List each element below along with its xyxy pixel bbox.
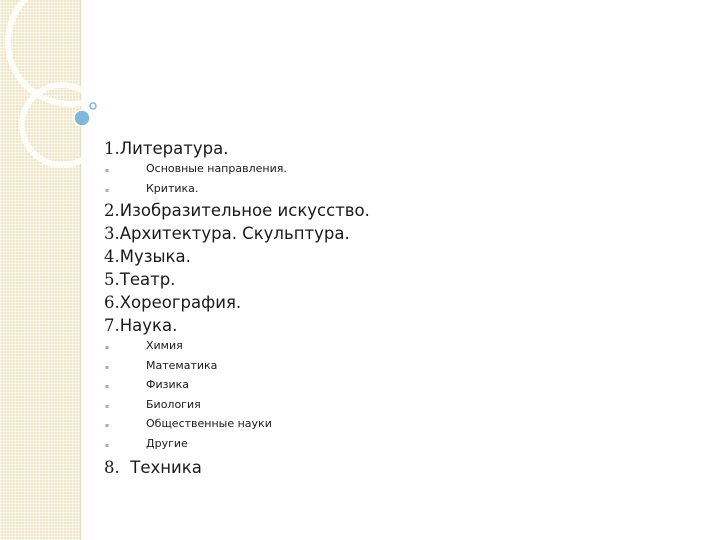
bullet-icon: ▪ (105, 167, 110, 174)
item-label: Архитектура. Скульптура. (119, 224, 350, 243)
item-number: 1. (104, 139, 120, 158)
sub-item (104, 396, 664, 416)
sub-item-label: Физика (146, 378, 190, 391)
list-item-theatre (104, 268, 664, 291)
sub-item-label: Математика (146, 358, 218, 372)
item-label: Изобразительное искусство. (119, 201, 370, 220)
item-number: 4. (104, 247, 120, 266)
item-number: 5. (104, 270, 120, 289)
sub-item-label: Химия (146, 339, 183, 352)
bullet-icon: ▪ (105, 344, 110, 351)
item-number: 7. (104, 316, 120, 335)
item-number: 6. (104, 293, 120, 312)
list-item-literature (104, 137, 664, 160)
sub-item (104, 376, 664, 396)
item-label: Литература. (119, 139, 229, 158)
sub-item (104, 415, 664, 435)
bullet-icon: ▪ (105, 383, 110, 390)
sub-item-label: Критика. (146, 181, 199, 195)
slide-content (104, 137, 664, 479)
bullet-icon: ▪ (105, 186, 110, 194)
sub-item-label: Общественные науки (146, 417, 272, 430)
accent-circle-icon (74, 110, 90, 126)
item-label: Театр. (119, 270, 176, 289)
list-item-science (104, 314, 664, 337)
bullet-icon: ▪ (105, 441, 110, 449)
bullet-icon: ▪ (105, 422, 110, 429)
item-number: 3. (104, 224, 120, 243)
item-label: Техника (119, 458, 202, 477)
item-label: Музыка. (119, 247, 191, 266)
sub-item (104, 160, 664, 180)
list-item-choreography (104, 291, 664, 314)
sub-item (104, 337, 664, 357)
list-item-music (104, 245, 664, 268)
bullet-icon: ▪ (105, 363, 110, 371)
item-label: Наука. (119, 316, 178, 335)
sub-item (104, 435, 664, 455)
sub-item-label: Основные направления. (146, 162, 287, 175)
item-number: 8. (104, 458, 120, 477)
sub-item (104, 357, 664, 377)
small-accent-circle-icon (90, 103, 96, 109)
list-item-architecture (104, 222, 664, 245)
item-label: Хореография. (119, 293, 242, 312)
sub-item-label: Биология (146, 397, 201, 411)
bullet-icon: ▪ (105, 402, 110, 410)
list-item-technology (104, 456, 664, 479)
sub-item-label: Другие (146, 436, 188, 450)
list-item-visual-art (104, 199, 664, 222)
item-number: 2. (104, 201, 120, 220)
sub-item (104, 180, 664, 200)
